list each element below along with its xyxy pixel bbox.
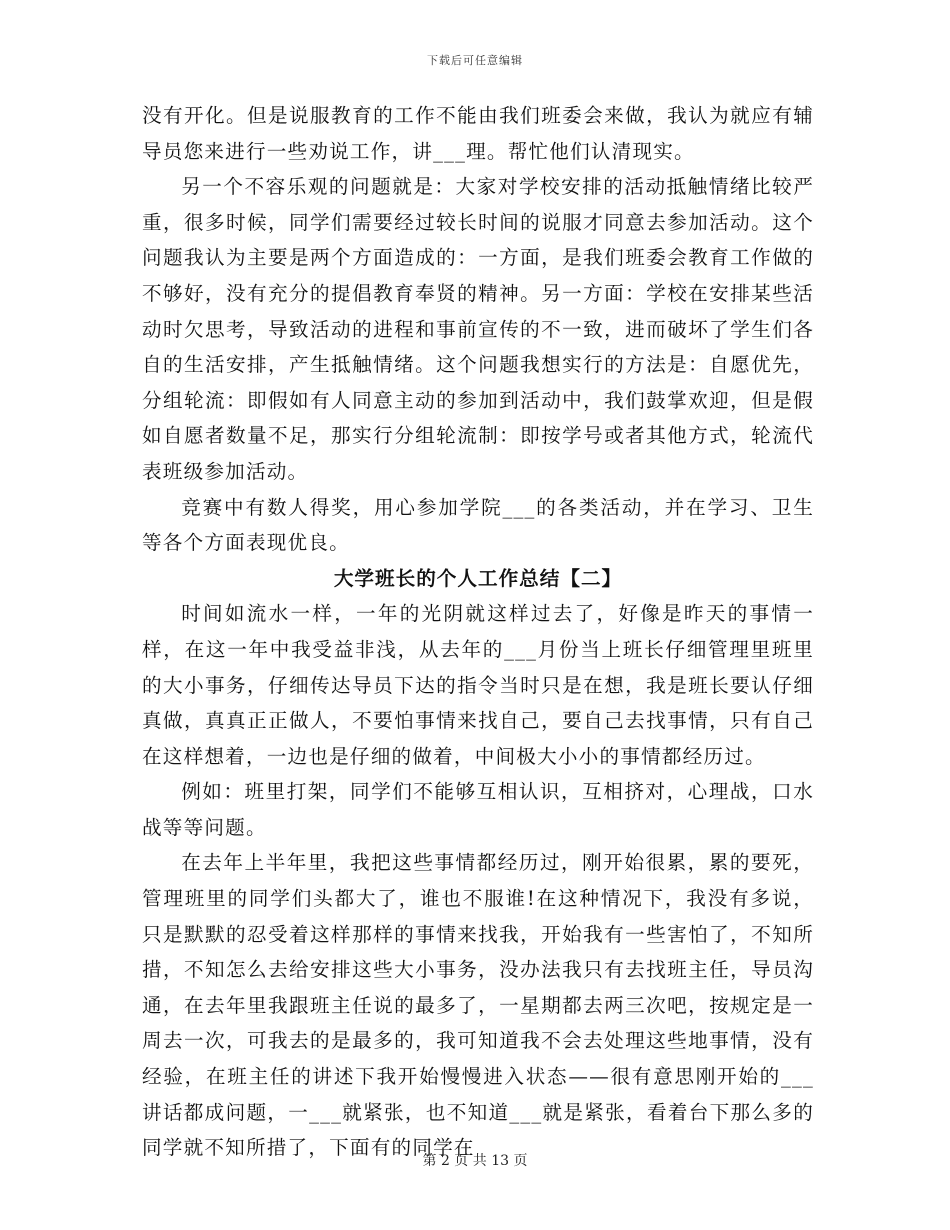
- paragraph-continuation: 没有开化。但是说服教育的工作不能由我们班委会来做，我认为就应有辅导员您来进行一些劝说工作，讲___理。帮忙他们认清现实。: [142, 104, 814, 163]
- paragraph: 例如：班里打架，同学们不能够互相认识，互相挤对，心理战，口水战等等问题。: [142, 780, 814, 839]
- paragraph: 在去年上半年里，我把这些事情都经历过，刚开始很累，累的要死，管理班里的同学们头都大了，谁也不服谁!在这种情况下，我没有多说，只是默默的忍受着这样那样的事情来找我，开始我有一些害怕了，不知所措，不知怎么去给安排这些大小事务，没办法我只有去找班主任，导员沟通，在去年里我跟班主任说的最多了，一星期都去两三次吧，按规定是一周去一次，可我去的是最多的，我可知道我不会去处理这些地事情，没有经验，在班主任的讲述下我开始慢慢进入状态——很有意思刚开始的___讲话都成问题，一___就紧张，也不知道___就是紧张，看着台下那么多的同学就不知所措了，下面有的同学在: [142, 851, 814, 1160]
- section-title: 大学班长的个人工作总结【二】: [333, 566, 623, 590]
- paragraph: 竞赛中有数人得奖，用心参加学院___的各类活动，并在学习、卫生等各个方面表现优良。: [142, 495, 814, 555]
- document-body: [142, 98, 814, 1166]
- paragraph: 时间如流水一样，一年的光阴就这样过去了，好像是昨天的事情一样，在这一年中我受益非浅，从去年的___月份当上班长仔细管理里班里的大小事务，仔细传达导员下达的指令当时只是在想，我是班长要认仔细真做，真真正正做人，不要怕事情来找自己，要自己去找事情，只有自己在这样想着，一边也是仔细的做着，中间极大小小的事情都经历过。: [142, 602, 814, 768]
- paragraph: 另一个不容乐观的问题就是：大家对学校安排的活动抵触情绪比较严重，很多时候，同学们需要经过较长时间的说服才同意去参加活动。这个问题我认为主要是两个方面造成的：一方面，是我们班委会教育工作做的不够好，没有充分的提倡教育奉贤的精神。另一方面：学校在安排某些活动时欠思考，导致活动的进程和事前宣传的不一致，进而破坏了学生们各自的生活安排，产生抵触情绪。这个问题我想实行的方法是：自愿优先，分组轮流：即假如有人同意主动的参加到活动中，我们鼓掌欢迎，但是假如自愿者数量不足，那实行分组轮流制：即按学号或者其他方式，轮流代表班级参加活动。: [142, 175, 814, 483]
- page-header-note: 下载后可任意编辑: [427, 54, 523, 67]
- page-number: 第 2 页 共 13 页: [422, 1153, 528, 1169]
